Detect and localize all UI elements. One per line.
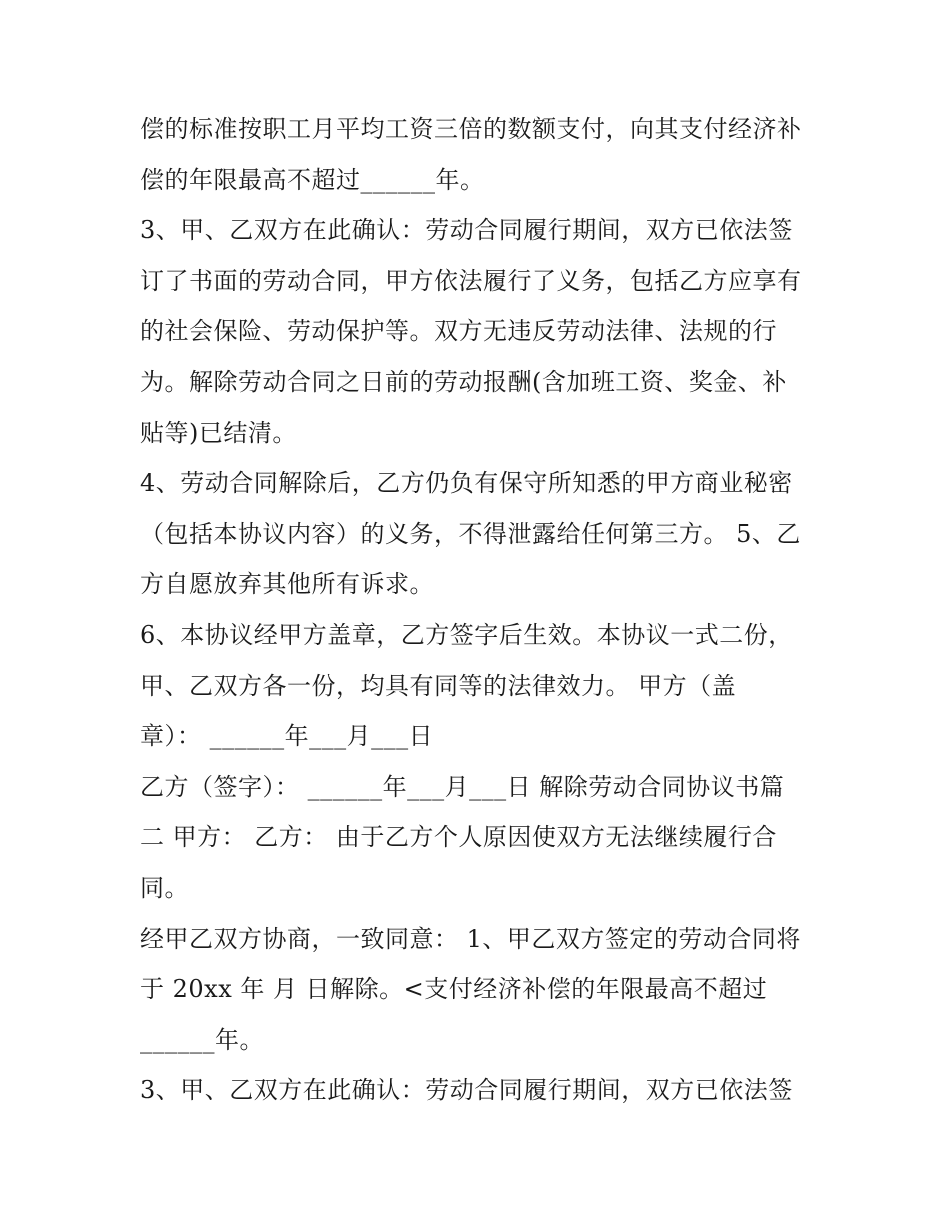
text-line: 方自愿放弃其他所有诉求。 [140,570,434,599]
text-line: 偿的年限最高不超过______年。 [140,165,485,194]
text-line: 二 甲方： 乙方： 由于乙方个人原因使双方无法继续履行合 [140,823,777,852]
text-line: 乙方（签字）： ______年___月___日 解除劳动合同协议书篇 [140,772,785,801]
text-line: 于 20xx 年 月 日解除。<支付经济补偿的年限最高不超过 [140,975,768,1004]
text-line: 3、甲、乙双方在此确认：劳动合同履行期间，双方已依法签 [140,1076,793,1105]
text-line: 偿的标准按职工月平均工资三倍的数额支付，向其支付经济补 [140,115,802,143]
text-line: 同。 [140,873,189,902]
text-line: （包括本协议内容）的义务，不得泄露给任何第三方。 5、乙 [140,519,801,548]
text-line: 6、本协议经甲方盖章，乙方签字后生效。本协议一式二份， [140,620,793,649]
text-line: 章）： ______年___月___日 [140,722,434,751]
text-line: 为。解除劳动合同之日前的劳动报酬(含加班工资、奖金、补 [140,367,787,396]
text-line: ______年。 [140,1025,264,1054]
text-line: 经甲乙双方协商，一致同意： 1、甲乙双方签定的劳动合同将 [140,924,801,953]
text-line: 3、甲、乙双方在此确认：劳动合同履行期间，双方已依法签 [140,216,793,245]
text-line: 4、劳动合同解除后，乙方仍负有保守所知悉的甲方商业秘密 [140,469,793,498]
text-line: 的社会保险、劳动保护等。双方无违反劳动法律、法规的行 [140,317,777,346]
text-line: 甲、乙双方各一份，均具有同等的法律效力。 甲方（盖 [140,671,737,700]
text-line: 订了书面的劳动合同，甲方依法履行了义务，包括乙方应享有 [140,266,802,295]
text-line: 贴等)已结清。 [140,418,297,447]
document-body [140,104,820,1116]
